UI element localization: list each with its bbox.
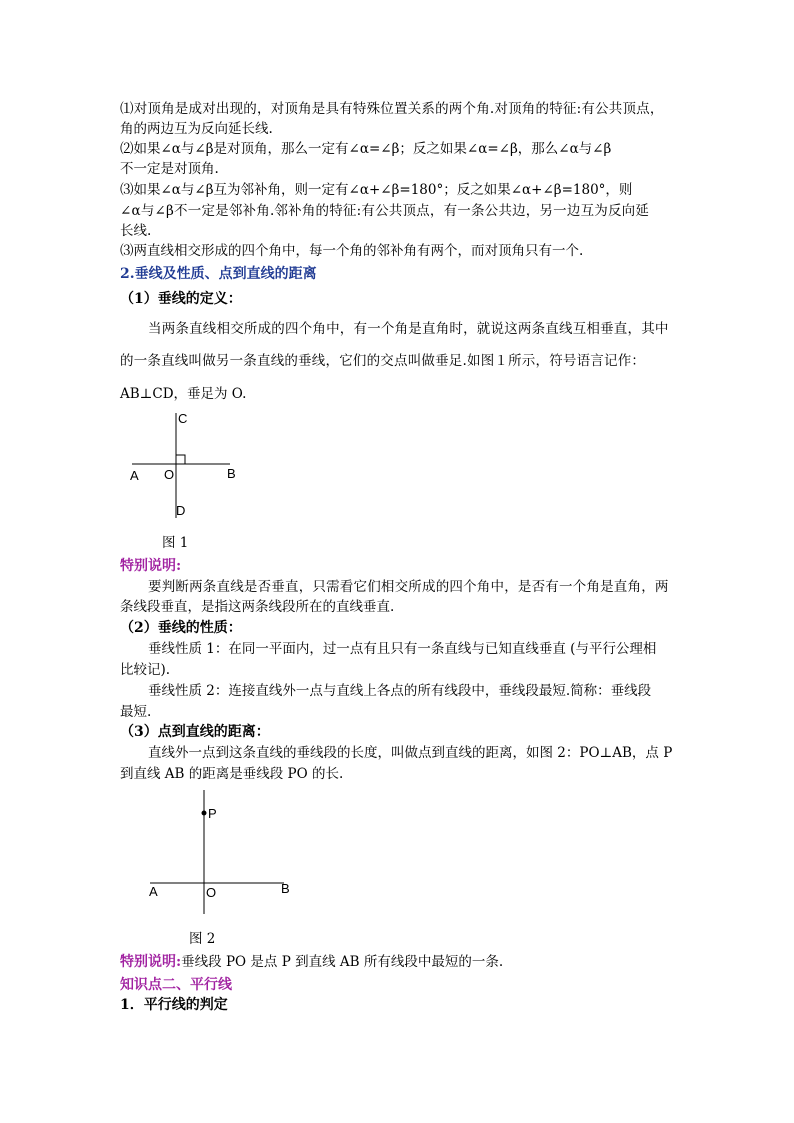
point-label-p: P bbox=[208, 806, 217, 821]
text-line: 最短. bbox=[120, 704, 152, 720]
point-label-b: B bbox=[227, 466, 236, 481]
subsection-title: （3）点到直线的距离： bbox=[120, 724, 270, 740]
text-line: 长线. bbox=[120, 223, 152, 239]
note-label: 特别说明: bbox=[120, 954, 182, 970]
text-line: 要判断两条直线是否垂直，只需看它们相交所成的四个角中，是否有一个角是直角，两 bbox=[148, 579, 669, 595]
text-line: ⑴对顶角是成对出现的，对顶角是具有特殊位置关系的两个角.对顶角的特征:有公共顶点， bbox=[120, 101, 664, 117]
text-line: 不一定是对顶角. bbox=[120, 161, 219, 177]
text-line: ⑶如果∠α与∠β互为邻补角，则一定有∠α+∠β=180°；反之如果∠α+∠β=180°，则 bbox=[120, 182, 633, 198]
section-title: 2.垂线及性质、点到直线的距离 bbox=[120, 266, 317, 282]
subsection-title: （2）垂线的性质： bbox=[120, 620, 242, 636]
text-line: AB⊥CD，垂足为 O. bbox=[120, 386, 247, 402]
point-label-d: D bbox=[176, 503, 186, 518]
text-line: 比较记). bbox=[120, 662, 171, 678]
note-label: 特别说明: bbox=[120, 558, 182, 574]
text-line: 当两条直线相交所成的四个角中，有一个角是直角时，就说这两条直线互相垂直，其中 bbox=[148, 321, 669, 337]
text-line: 的一条直线叫做另一条直线的垂线，它们的交点叫做垂足.如图１所示，符号语言记作： bbox=[120, 353, 646, 369]
section-title: 知识点二、平行线 bbox=[120, 977, 232, 993]
point-label-a: A bbox=[149, 884, 158, 899]
text-line: 条线段垂直，是指这两条线段所在的直线垂直. bbox=[120, 599, 395, 615]
text-line: 垂线性质 1：在同一平面内，过一点有且只有一条直线与已知直线垂直 (与平行公理相 bbox=[148, 641, 657, 657]
point-label-b: B bbox=[281, 881, 290, 896]
text-line: ∠α与∠β不一定是邻补角.邻补角的特征:有公共顶点，有一条公共边，另一边互为反向延 bbox=[120, 203, 650, 219]
point-label-o: O bbox=[164, 467, 175, 482]
point-label-o: O bbox=[206, 885, 217, 900]
text-line: 到直线 AB 的距离是垂线段 PO 的长. bbox=[120, 766, 344, 782]
figure-caption: 图 2 bbox=[189, 931, 216, 947]
text-line: ⑶两直线相交形成的四个角中，每一个角的邻补角有两个，而对顶角只有一个. bbox=[120, 243, 584, 259]
point-label-a: A bbox=[130, 468, 139, 483]
figure-caption: 图 1 bbox=[162, 535, 189, 551]
text-line: 垂线性质 2：连接直线外一点与直线上各点的所有线段中，垂线段最短.简称：垂线段 bbox=[148, 683, 652, 699]
text-line: 直线外一点到这条直线的垂线段的长度，叫做点到直线的距离，如图 2：PO⊥AB，点 P bbox=[148, 745, 673, 761]
text-line: 角的两边互为反向延长线. bbox=[120, 121, 273, 137]
subsection-title: （1）垂线的定义： bbox=[120, 291, 242, 307]
note-line bbox=[120, 953, 503, 971]
point-label-c: C bbox=[178, 411, 188, 426]
note-text: 垂线段 PO 是点 P 到直线 AB 所有线段中最短的一条. bbox=[181, 954, 504, 970]
subsection-title: 1．平行线的判定 bbox=[120, 997, 228, 1013]
text-line: ⑵如果∠α与∠β是对顶角，那么一定有∠α=∠β；反之如果∠α=∠β，那么∠α与∠β bbox=[120, 141, 612, 157]
